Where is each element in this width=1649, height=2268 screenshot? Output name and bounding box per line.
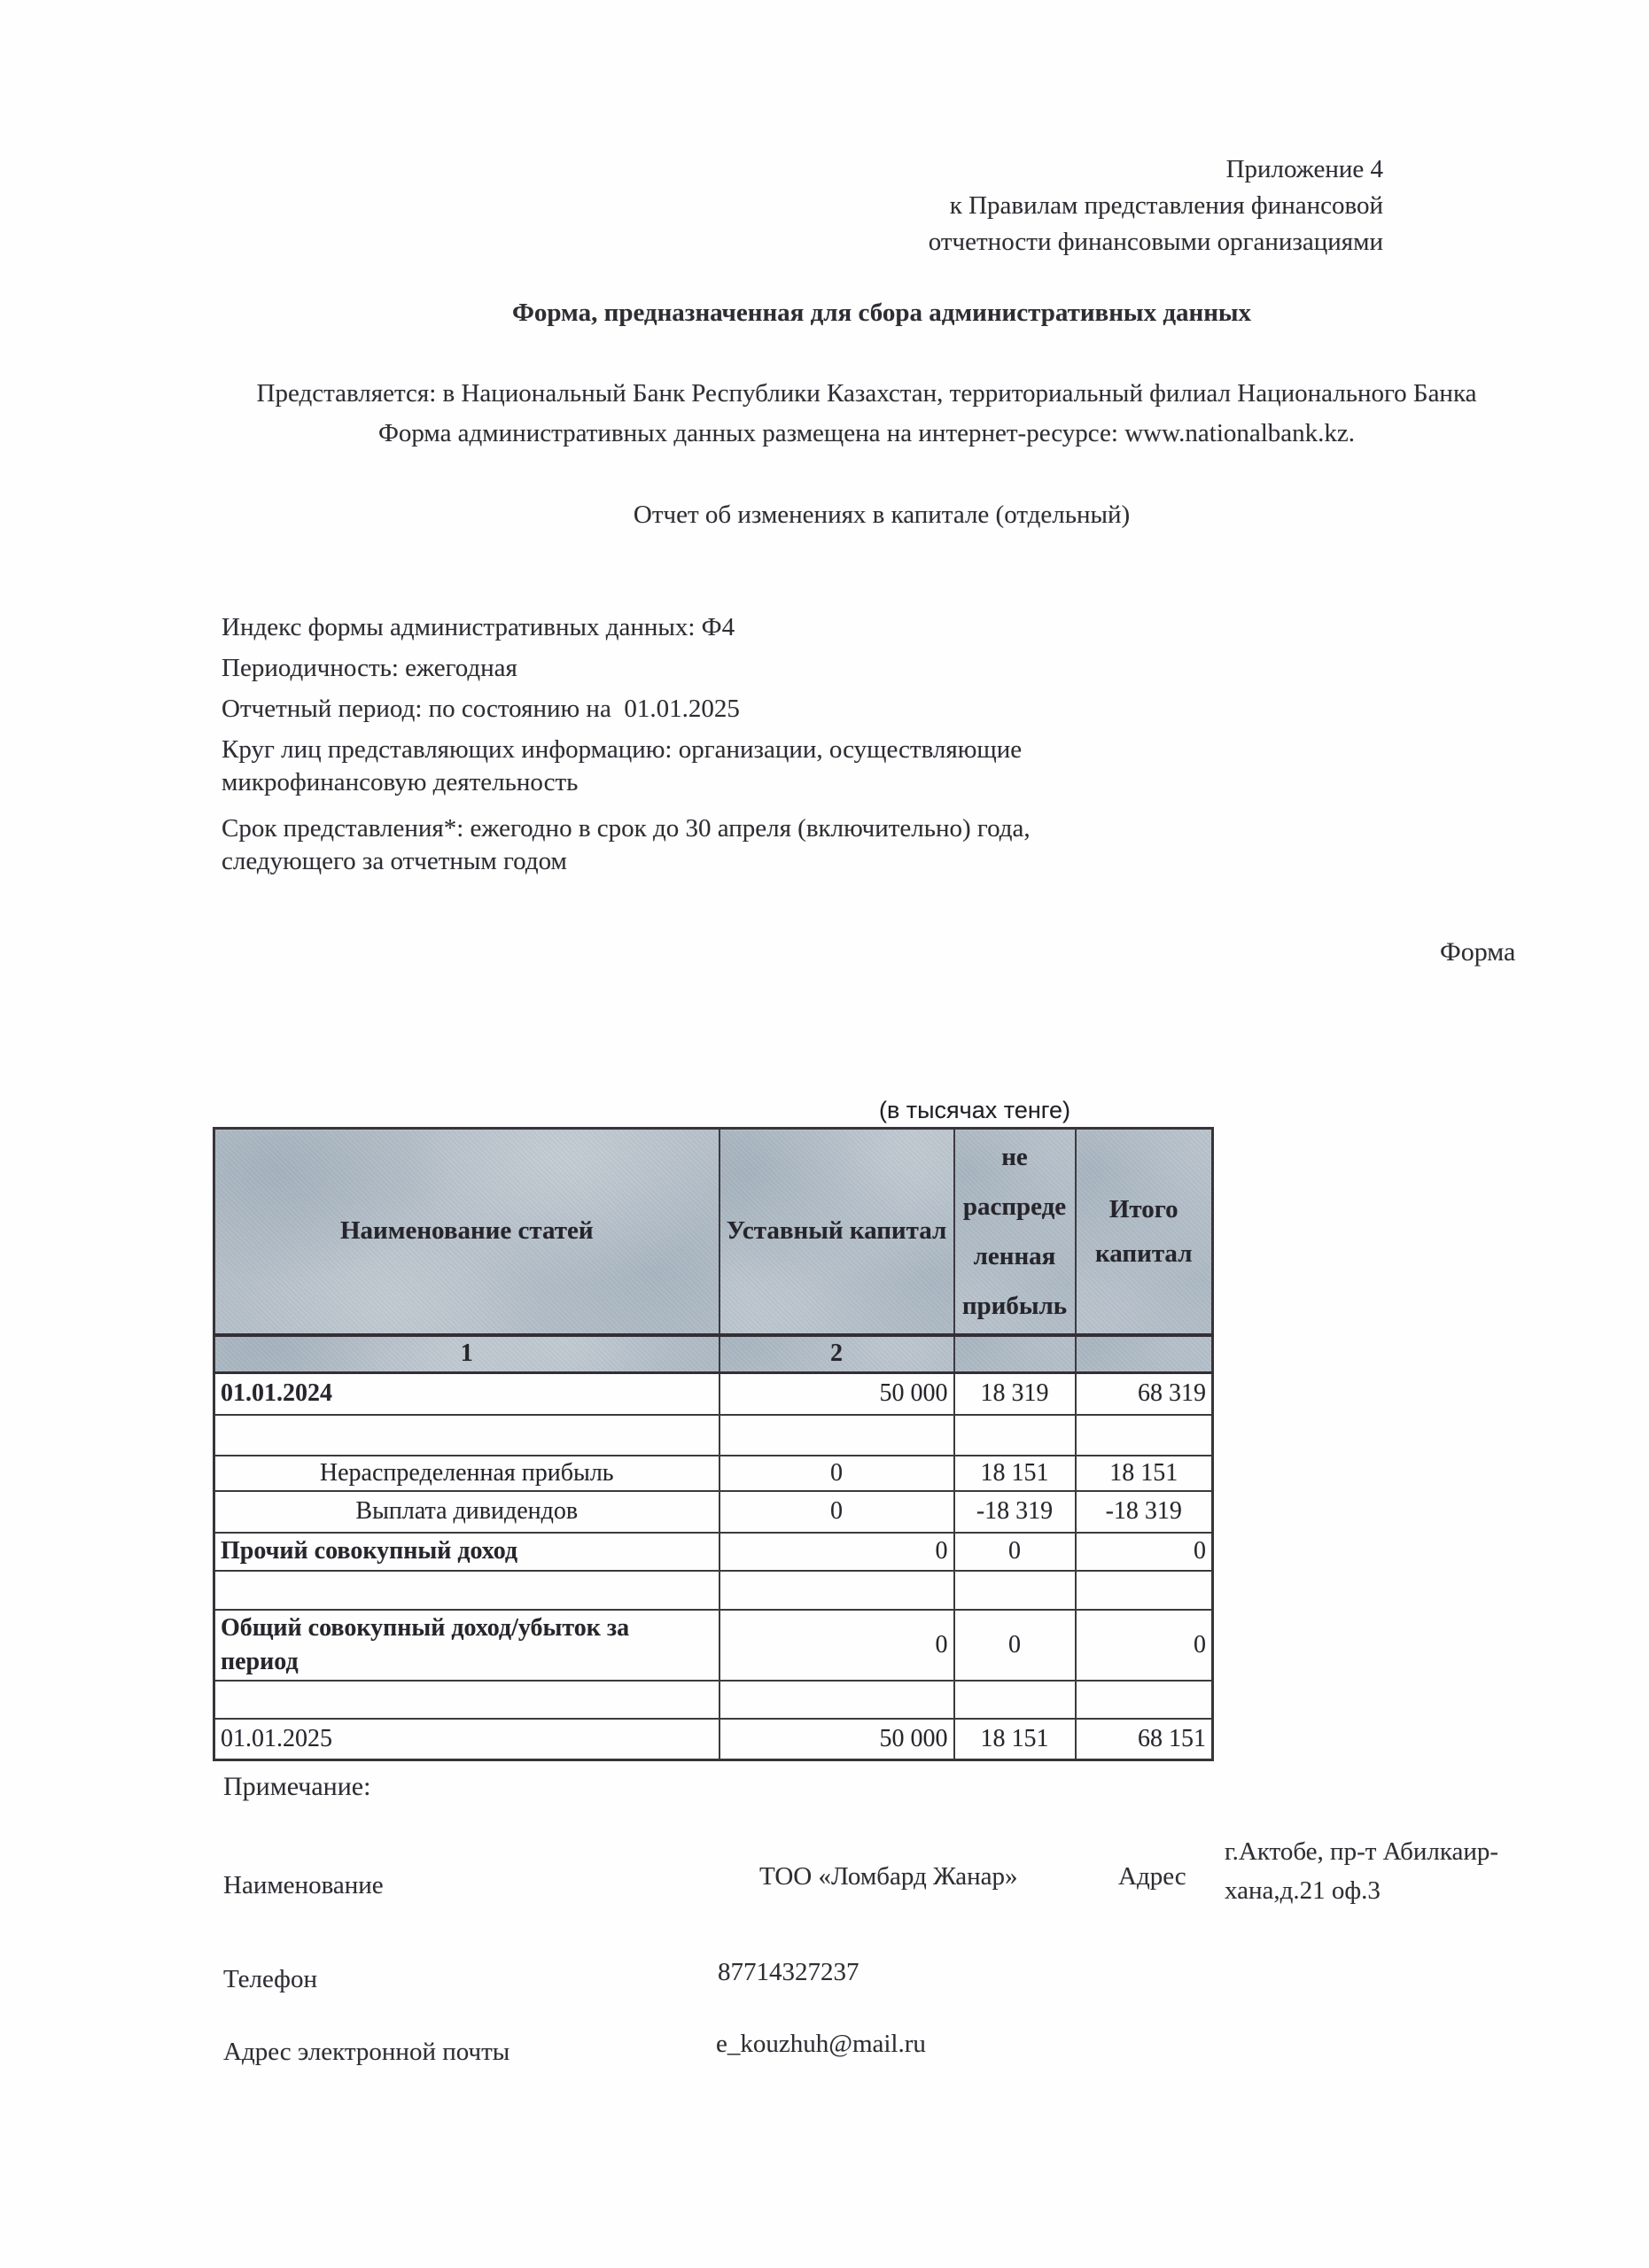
row-retained-earnings: -18 319 <box>954 1491 1076 1533</box>
table-row <box>214 1533 1213 1571</box>
table-row <box>214 1491 1213 1533</box>
table-row <box>214 1719 1213 1760</box>
row-retained-earnings <box>954 1415 1076 1456</box>
row-name: 01.01.2024 <box>214 1373 719 1415</box>
row-charter-capital: 50 000 <box>719 1373 954 1415</box>
column-number-4 <box>1076 1335 1213 1373</box>
row-name: Общий совокупный доход/убыток за период <box>214 1610 719 1681</box>
header-retained-earnings <box>954 1129 1076 1335</box>
org-name-value: ТОО «Ломбард Жанар» <box>759 1862 1018 1891</box>
row-total-capital <box>1076 1415 1213 1456</box>
form-word-label: Форма <box>1440 937 1516 967</box>
table-row-empty <box>214 1681 1213 1719</box>
row-total-capital: 0 <box>1076 1610 1213 1681</box>
table-row <box>214 1373 1213 1415</box>
row-name <box>214 1415 719 1456</box>
table-row-empty <box>214 1415 1213 1456</box>
address-value: г.Актобе, пр-т Абилкаир-хана,д.21 оф.3 <box>1225 1837 1499 1905</box>
meta-index: Индекс формы административных данных: Ф4 <box>222 613 735 641</box>
header-charter-capital: Уставный капитал <box>719 1129 954 1335</box>
report-title: Отчет об изменениях в капитале (отдельный) <box>633 501 1131 529</box>
row-name <box>214 1571 719 1610</box>
row-retained-earnings <box>954 1571 1076 1610</box>
note-label: Примечание: <box>223 1772 371 1801</box>
form-metadata <box>222 611 1165 886</box>
table-row <box>214 1610 1213 1681</box>
row-retained-earnings: 18 319 <box>954 1373 1076 1415</box>
row-total-capital: 68 151 <box>1076 1719 1213 1760</box>
row-charter-capital: 0 <box>719 1491 954 1533</box>
table-row <box>214 1456 1213 1491</box>
row-retained-earnings: 18 151 <box>954 1456 1076 1491</box>
org-name-label: Наименование <box>223 1871 384 1899</box>
header-retained-earnings-text: не распреде ленная прибыль <box>961 1142 1068 1320</box>
table-header-row <box>214 1129 1213 1335</box>
row-name: Выплата дивидендов <box>214 1491 719 1533</box>
row-total-capital <box>1076 1571 1213 1610</box>
row-name: Нераспределенная прибыль <box>214 1456 719 1491</box>
row-retained-earnings: 0 <box>954 1533 1076 1571</box>
row-total-capital: 0 <box>1076 1533 1213 1571</box>
header-item-names: Наименование статей <box>214 1129 719 1335</box>
row-total-capital: 18 151 <box>1076 1456 1213 1491</box>
row-charter-capital <box>719 1571 954 1610</box>
meta-scope: Круг лиц представляющих информацию: организации, осуществляющие микрофинансовую деятельность <box>222 735 1023 796</box>
meta-reporting-period: Отчетный период: по состоянию на 01.01.2025 <box>222 695 740 723</box>
row-charter-capital: 50 000 <box>719 1719 954 1760</box>
row-retained-earnings: 18 151 <box>954 1719 1076 1760</box>
appendix-reference <box>929 151 1383 260</box>
form-purpose-title: Форма, предназначенная для сбора административных данных <box>511 299 1252 327</box>
appendix-line-1: Приложение 4 <box>1225 155 1383 183</box>
address-label: Адрес <box>1118 1862 1186 1891</box>
meta-periodicity: Периодичность: ежегодная <box>222 654 517 682</box>
column-number-row <box>214 1335 1213 1373</box>
row-charter-capital: 0 <box>719 1456 954 1491</box>
meta-deadline: Срок представления*: ежегодно в срок до 30 апреля (включительно) года, следующего за отчетным годом <box>222 814 1031 875</box>
email-label: Адрес электронной почты <box>223 2038 510 2066</box>
appendix-line-3: отчетности финансовыми организациями <box>928 228 1383 256</box>
row-total-capital: 68 319 <box>1076 1373 1213 1415</box>
submission-line: Представляется: в Национальный Банк Республики Казахстан, территориальный филиал Национального Банка <box>256 379 1477 408</box>
header-total-capital: Итого капитал <box>1076 1129 1213 1335</box>
row-total-capital: -18 319 <box>1076 1491 1213 1533</box>
column-number-1: 1 <box>214 1335 719 1373</box>
row-name <box>214 1681 719 1719</box>
row-charter-capital <box>719 1415 954 1456</box>
units-label: (в тысячах тенге) <box>878 1097 1071 1123</box>
column-number-2: 2 <box>719 1335 954 1373</box>
row-name: 01.01.2025 <box>214 1719 719 1760</box>
row-charter-capital: 0 <box>719 1610 954 1681</box>
appendix-line-2: к Правилам представления финансовой <box>949 191 1383 220</box>
row-total-capital <box>1076 1681 1213 1719</box>
row-name: Прочий совокупный доход <box>214 1533 719 1571</box>
phone-label: Телефон <box>223 1965 317 1993</box>
row-retained-earnings: 0 <box>954 1610 1076 1681</box>
table-row-empty <box>214 1571 1213 1610</box>
placement-line: Форма административных данных размещена на интернет-ресурсе: www.nationalbank.kz. <box>377 419 1356 447</box>
email-value: e_kouzhuh@mail.ru <box>716 2030 926 2058</box>
column-number-3 <box>954 1335 1076 1373</box>
row-charter-capital <box>719 1681 954 1719</box>
capital-changes-table <box>213 1127 1214 1761</box>
row-retained-earnings <box>954 1681 1076 1719</box>
row-charter-capital: 0 <box>719 1533 954 1571</box>
phone-value: 87714327237 <box>718 1958 860 1986</box>
